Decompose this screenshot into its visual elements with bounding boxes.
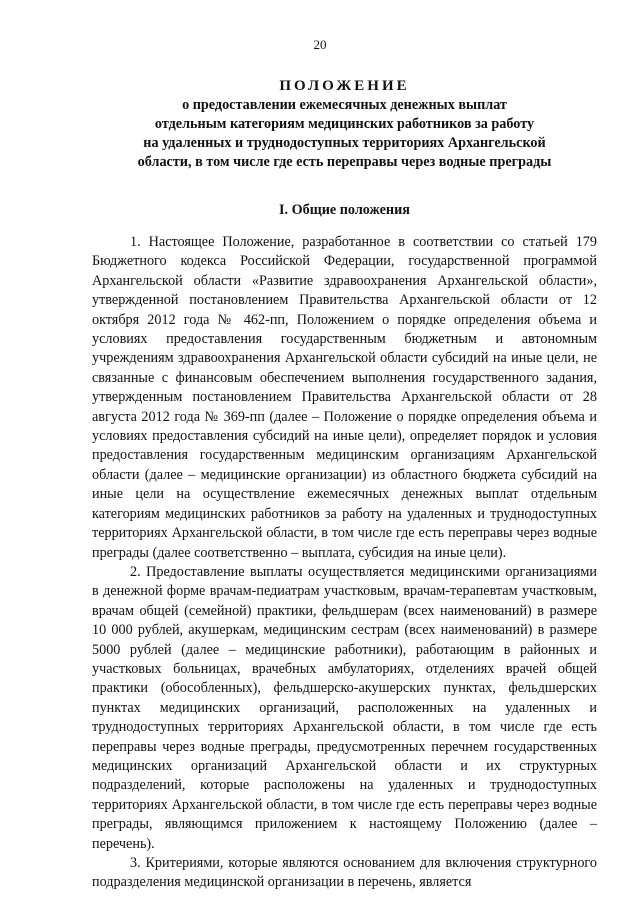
document-title: ПОЛОЖЕНИЕ [279, 78, 410, 94]
document-title-block [92, 76, 597, 172]
section-heading: I. Общие положения [279, 202, 410, 218]
page-number: 20 [313, 37, 327, 52]
document-body [92, 233, 597, 893]
document-subtitle-line: области, в том числе где есть переправы через водные преграды [137, 154, 552, 170]
paragraph-2: 2. Предоставление выплаты осуществляется медицинскими организациями в денежной форме врачам-педиатрам участковым, врачам-терапевтам участковым, врачам общей (семейной) практики, фельдшерам (всех наименований) в размере 10 000 рублей, акушеркам, медицинским сестрам (всех наименований) в размере 5000 рублей (далее – медицинские работники), работающим в районных и участковых больницах, врачебных амбулаториях, отделениях врачей общей практики (обособленных), фельдшерско-акушерских пунктах, фельдшерских пунктах медицинских организаций, расположенных на удаленных и труднодоступных территориях Архангельской области, в том числе где есть переправы через водные преграды, предусмотренных перечнем государственных медицинских организаций Архангельской области и их структурных подразделений, которые расположены на удаленных и труднодоступных территориях Архангельской области, в том числе где есть переправы через водные преграды, являющимся приложением к настоящему Положению (далее – перечень). [92, 563, 597, 852]
paragraph-3: 3. Критериями, которые являются основанием для включения структурного подразделения медицинской организации в перечень, является [92, 855, 597, 891]
document-subtitle-line: на удаленных и труднодоступных территориях Архангельской [143, 135, 546, 151]
document-subtitle-line: о предоставлении ежемесячных денежных выплат [182, 97, 507, 113]
paragraph-1: 1. Настоящее Положение, разработанное в соответствии со статьей 179 Бюджетного кодекса Российской Федерации, государственной программой Архангельской области «Развитие здравоохранения Архангельской области», утвержденной постановлением Правительства Архангельской области от 12 октября 2012 года № 462-пп, Положением о порядке определения объема и условиях предоставления государственным бюджетным и автономным учреждениям здравоохранения Архангельской области субсидий на иные цели, не связанные с финансовым обеспечением выполнения государственного задания, утвержденным постановлением Правительства Архангельской области от 28 августа 2012 года № 369-пп (далее – Положение о порядке определения объема и условиях предоставления субсидий на иные цели), определяет порядок и условия предоставления государственным медицинским организациям Архангельской области (далее – медицинские организации) из областного бюджета субсидий на иные цели на осуществление ежемесячных денежных выплат отдельным категориям медицинских работников за работу на удаленных и труднодоступных территориях Архангельской области, в том числе где есть переправы через водные преграды (далее соответственно – выплата, субсидия на иные цели). [92, 234, 597, 561]
document-subtitle-line: отдельным категориям медицинских работников за работу [154, 116, 535, 132]
